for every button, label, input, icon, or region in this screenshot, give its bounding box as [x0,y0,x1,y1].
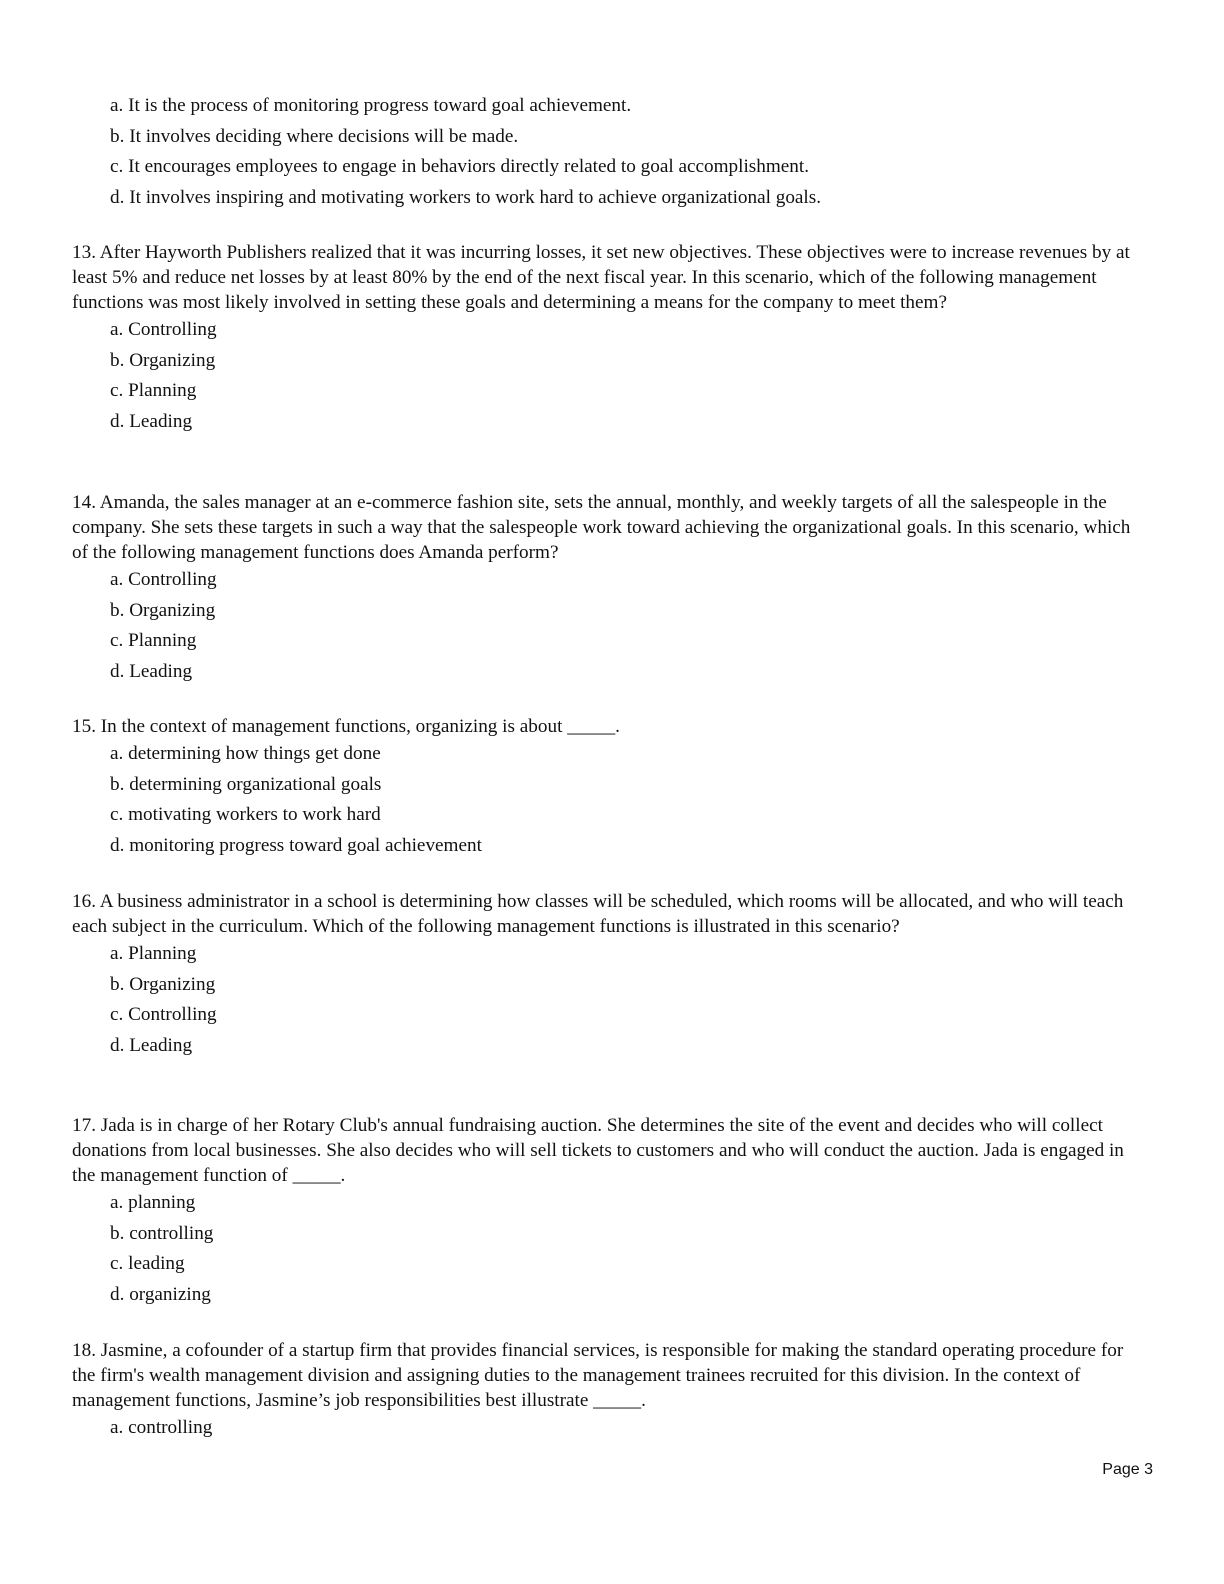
option-d: d. organizing [110,1283,211,1305]
option-c: c. Controlling [110,1004,217,1026]
option-b: b. controlling [110,1222,214,1244]
option-b: b. Organizing [110,349,216,371]
question-14 [72,490,1147,689]
option-list [72,317,1147,439]
option-list [72,567,1147,689]
option-a: a. Controlling [110,569,217,590]
option-a: a. Planning [110,943,197,964]
option-a: a. determining how things get done [110,743,381,764]
option-list [72,941,1147,1063]
option-list [72,1190,1147,1312]
question-stem: 13. After Hayworth Publishers realized that it was incurring losses, it set new objectives. These objectives were to increase revenues by at least 5% and reduce net losses by at least 80% by the end of the next fiscal year. In this scenario, which of the following management functions was most likely involved in setting these goals and determining a means for the company to meet them? [72,242,1130,313]
option-b: b. determining organizational goals [110,773,382,795]
page-number: Page 3 [1102,1461,1153,1478]
option-a: a. planning [110,1192,196,1213]
option-list [72,1415,1147,1446]
option-d: d. Leading [110,410,193,432]
option-b: b. Organizing [110,599,216,621]
option-b: b. Organizing [110,973,216,995]
option-c: c. Planning [110,380,197,402]
option-c: c. Planning [110,630,197,652]
option-a: a. controlling [110,1417,213,1438]
question-18 [72,1338,1147,1446]
question-stem: 18. Jasmine, a cofounder of a startup firm that provides financial services, is responsible for making the standard operating procedure for the firm's wealth management division and assigning duties to the management trainees recruited for this division. In the context of management functions, Jasmine’s job responsibilities best illustrate _____. [72,1340,1124,1411]
option-c: c. leading [110,1253,185,1275]
option-c: c. motivating workers to work hard [110,804,381,826]
option-c: c. It encourages employees to engage in behaviors directly related to goal accomplishment. [110,156,810,178]
question-15 [72,714,1147,863]
option-d: d. monitoring progress toward goal achievement [110,834,482,856]
option-a: a. It is the process of monitoring progress toward goal achievement. [110,95,632,116]
option-d: d. Leading [110,1034,193,1056]
option-d: d. Leading [110,660,193,682]
question-stem: 14. Amanda, the sales manager at an e-commerce fashion site, sets the annual, monthly, and weekly targets of all the salespeople in the company. She sets these targets in such a way that the salespeople work toward achieving the organizational goals. In this scenario, which of the following management functions does Amanda perform? [72,492,1131,563]
question-12-continuation [72,93,1147,215]
question-17 [72,1113,1147,1312]
question-13 [72,240,1147,439]
option-d: d. It involves inspiring and motivating workers to work hard to achieve organizational goals. [110,186,822,208]
question-16 [72,889,1147,1063]
option-b: b. It involves deciding where decisions will be made. [110,125,519,147]
option-list [72,741,1147,863]
option-list [72,93,1147,215]
question-stem: 15. In the context of management functions, organizing is about _____. [72,716,620,737]
option-a: a. Controlling [110,319,217,340]
question-stem: 17. Jada is in charge of her Rotary Club's annual fundraising auction. She determines the site of the event and decides who will collect donations from local businesses. She also decides who will sell tickets to customers and who will conduct the auction. Jada is engaged in the management function of _____. [72,1115,1124,1186]
question-stem: 16. A business administrator in a school is determining how classes will be scheduled, which rooms will be allocated, and who will teach each subject in the curriculum. Which of the following management functions is illustrated in this scenario? [72,891,1124,937]
